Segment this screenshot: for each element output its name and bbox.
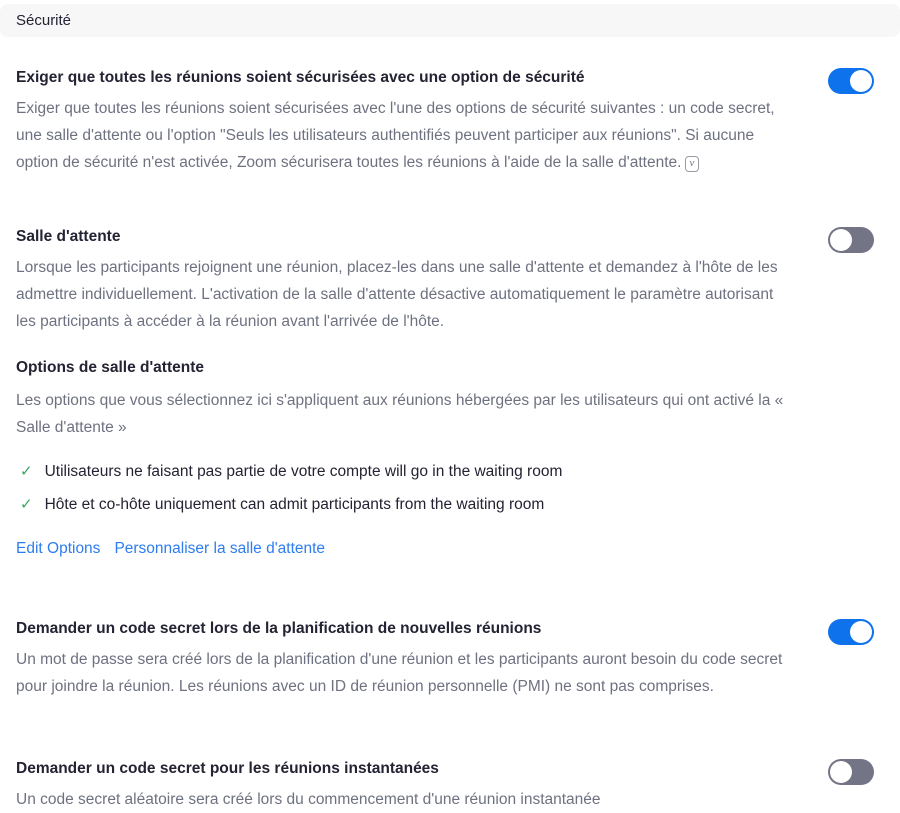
setting-title-passcode-scheduled: Demander un code secret lors de la planification de nouvelles réunions — [16, 620, 542, 637]
list-item-label: Hôte et co-hôte uniquement can admit participants from the waiting room — [44, 496, 545, 513]
waiting-room-options-list — [20, 461, 874, 516]
waiting-room-options-description: Les options que vous sélectionnez ici s'appliquent aux réunions hébergées par les utilisateurs qui ont activé la « Salle d'attente » — [16, 392, 784, 436]
section-header-security — [0, 4, 900, 37]
setting-row-passcode-instant — [0, 758, 900, 813]
toggle-waiting-room[interactable] — [828, 227, 874, 253]
list-item-label: Utilisateurs ne faisant pas partie de votre compte will go in the waiting room — [44, 463, 563, 480]
setting-description: Lorsque les participants rejoignent une réunion, placez-les dans une salle d'attente et demandez à l'hôte de les admettre individuellement. L'activation de la salle d'attente désactive automatiquement le paramètre autorisant les participants à accéder à la réunion avant l'arrivée de l'hôte. — [16, 259, 778, 330]
setting-description: Exiger que toutes les réunions soient sécurisées avec l'une des options de sécurité suivantes : un code secret, une salle d'attente ou l'option "Seuls les utilisateurs authentifiés peuvent participer aux réunions". Si aucune option de sécurité n'est activée, Zoom sécurisera toutes les réunions à l'aide de la salle d'attente. v — [16, 100, 775, 171]
waiting-room-links — [16, 540, 874, 558]
setting-content — [16, 226, 794, 335]
setting-description: Un code secret aléatoire sera créé lors du commencement d'une réunion instantanée — [16, 791, 601, 808]
setting-row-require-security — [0, 67, 900, 176]
toggle-knob — [850, 621, 872, 643]
setting-content — [16, 618, 794, 700]
setting-title-passcode-instant: Demander un code secret pour les réunions instantanées — [16, 760, 439, 777]
waiting-room-options-block — [0, 357, 900, 558]
setting-title-require-security: Exiger que toutes les réunions soient sécurisées avec une option de sécurité — [16, 69, 585, 86]
toggle-passcode-scheduled[interactable] — [828, 619, 874, 645]
toggle-knob — [830, 761, 852, 783]
setting-title-waiting-room: Salle d'attente — [16, 228, 121, 245]
setting-row-passcode-scheduled — [0, 618, 900, 700]
toggle-knob — [830, 229, 852, 251]
toggle-knob — [850, 70, 872, 92]
setting-content — [16, 758, 794, 813]
section-header-label: Sécurité — [16, 12, 72, 29]
waiting-room-options-title: Options de salle d'attente — [16, 359, 204, 376]
setting-content — [16, 67, 794, 176]
check-icon: ✓ — [20, 463, 33, 480]
edit-options-link[interactable]: Edit Options — [16, 540, 101, 557]
check-icon: ✓ — [20, 496, 33, 513]
customize-waiting-room-link[interactable]: Personnaliser la salle d'attente — [114, 540, 326, 557]
list-item — [20, 461, 874, 483]
setting-row-waiting-room — [0, 226, 900, 335]
toggle-passcode-instant[interactable] — [828, 759, 874, 785]
version-badge-icon[interactable]: v — [685, 156, 699, 172]
list-item — [20, 494, 874, 516]
setting-description: Un mot de passe sera créé lors de la planification d'une réunion et les participants auront besoin du code secret pour joindre la réunion. Les réunions avec un ID de réunion personnelle (PMI) ne sont pas comprises. — [16, 651, 783, 695]
toggle-require-security[interactable] — [828, 68, 874, 94]
